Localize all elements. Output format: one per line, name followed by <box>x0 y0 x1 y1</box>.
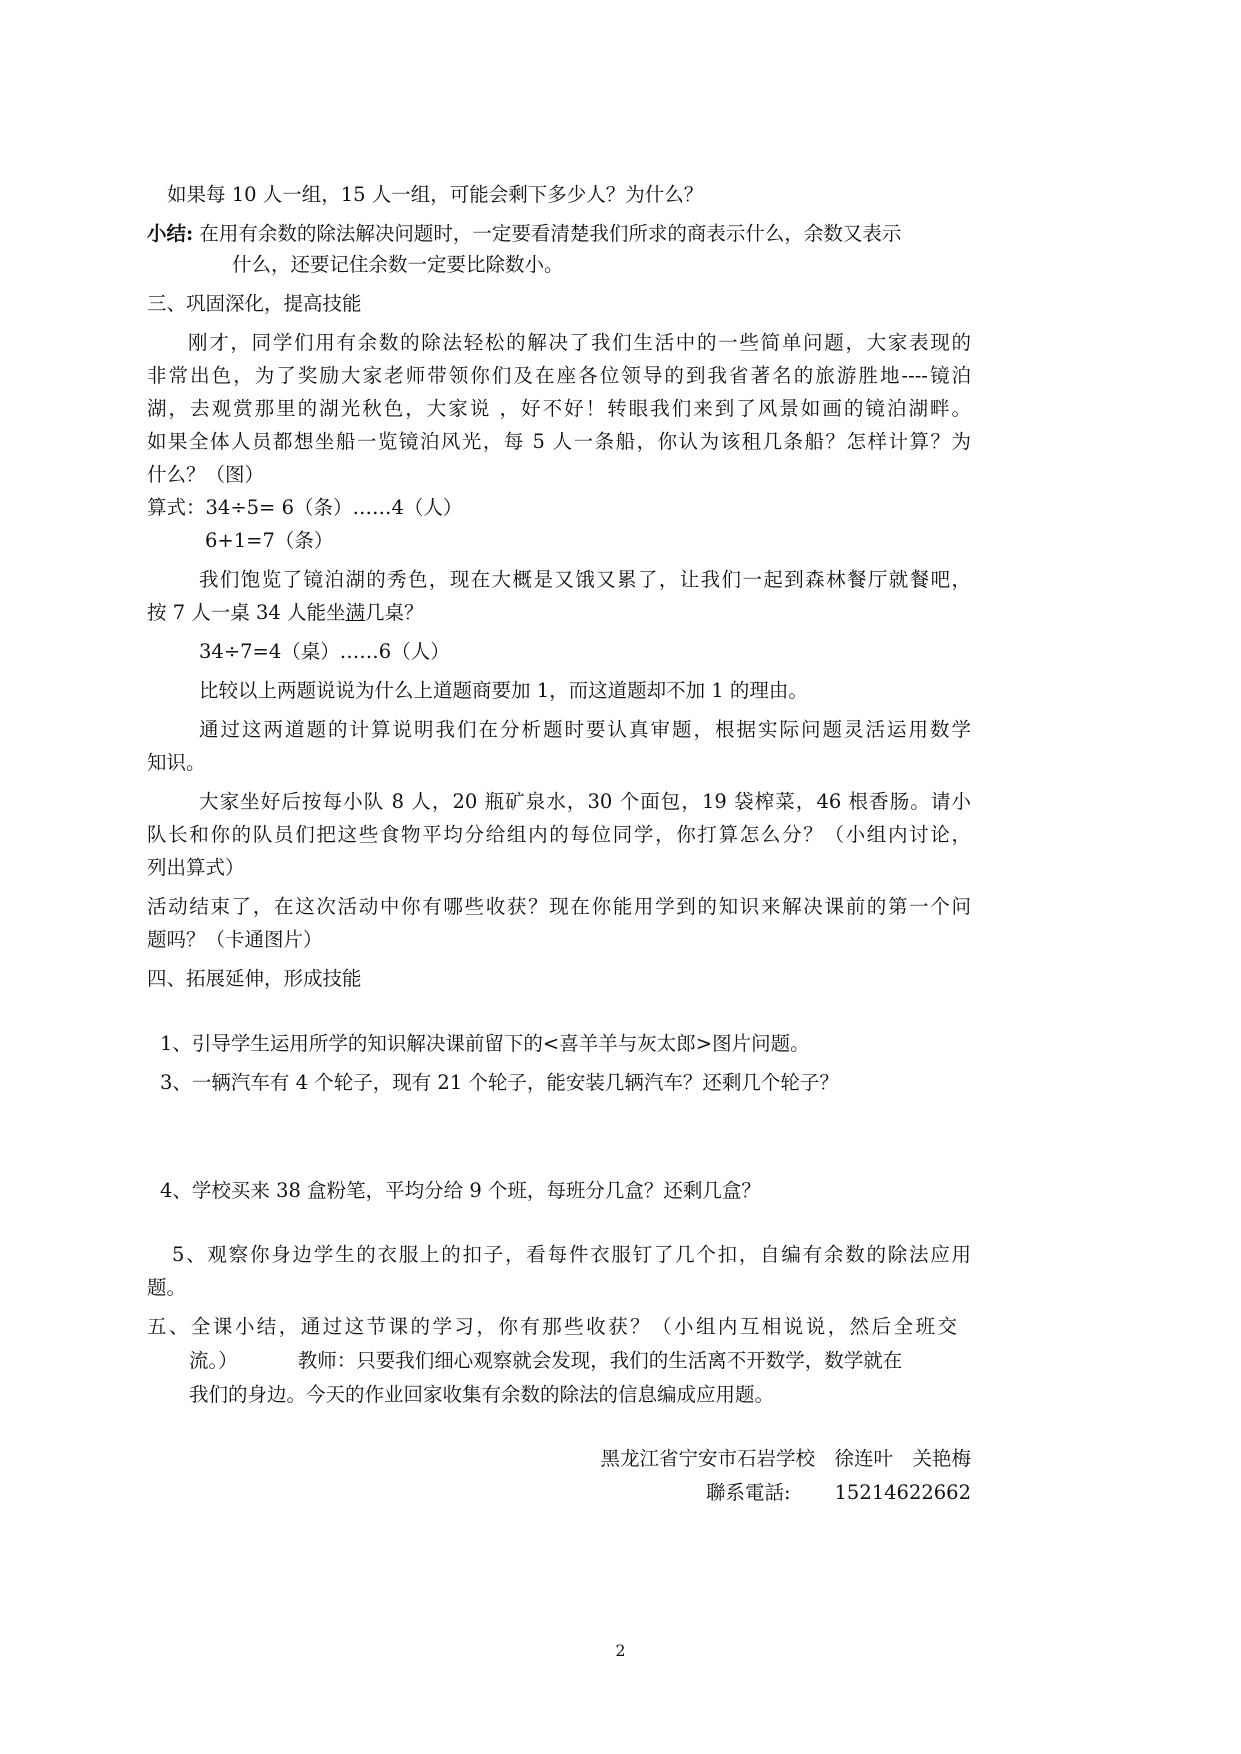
paragraph-line: 比较以上两题说说为什么上道题商要加 1，而这道题却不加 1 的理由。 <box>199 679 808 702</box>
exercise-item: 5、观察你身边学生的衣服上的扣子，看每件衣服钉了几个扣，自编有余数的除法应用 <box>172 1243 971 1266</box>
text-segment: 按 7 人一桌 34 人能坐 <box>147 601 346 624</box>
summary-continuation: 什么，还要记住余数一定要比除数小。 <box>232 253 564 276</box>
contact-line <box>560 1478 971 1508</box>
paragraph-line: 什么？（图） <box>147 463 265 486</box>
summary-line <box>147 219 971 249</box>
paragraph-line: 队长和你的队员们把这些食物平均分给组内的每位同学，你打算怎么分？（小组内讨论， <box>147 823 971 846</box>
paragraph-line: 我们的身边。今天的作业回家收集有余数的除法的信息编成应用题。 <box>189 1383 775 1406</box>
text-line: 如果每 10 人一组，15 人一组，可能会剩下多少人？为什么？ <box>167 183 704 206</box>
paragraph-line: 如果全体人员都想坐船一览镜泊风光，每 5 人一条船，你认为该租几条船？怎样计算？为 <box>147 430 971 453</box>
page-number: 2 <box>615 1641 626 1660</box>
section-heading-3: 三、巩固深化，提高技能 <box>147 292 362 315</box>
paragraph-line: 知识。 <box>147 751 206 774</box>
paragraph-line: 通过这两道题的计算说明我们在分析题时要认真审题，根据实际问题灵活运用数学 <box>199 718 971 741</box>
text-segment: 教师：只要我们细心观察就会发现，我们的生活离不开数学，数学就在 <box>297 1349 903 1372</box>
paragraph-line: 列出算式） <box>147 856 245 879</box>
exercise-item: 3、一辆汽车有 4 个轮子，现有 21 个轮子，能安装几辆汽车？还剩几个轮子？ <box>160 1071 839 1094</box>
paragraph-line <box>189 1346 971 1376</box>
paragraph-line: 湖，去观赏那里的湖光秋色，大家说 ，好不好！转眼我们来到了风景如画的镜泊湖畔。 <box>147 397 971 420</box>
exercise-item: 题。 <box>147 1276 187 1299</box>
section-heading-5: 五、全课小结，通过这节课的学习，你有那些收获？（小组内互相说说，然后全班交 <box>147 1315 957 1338</box>
text-segment: 流。） <box>189 1349 238 1372</box>
paragraph-line <box>147 598 424 628</box>
contact-phone: 15214622662 <box>834 1481 971 1504</box>
calculation-line: 6+1=7（条） <box>205 529 334 552</box>
paragraph-line: 活动结束了，在这次活动中你有哪些收获？现在你能用学到的知识来解决课前的第一个问 <box>147 895 971 918</box>
section-heading-4: 四、拓展延伸，形成技能 <box>147 967 362 990</box>
exercise-item: 1、引导学生运用所学的知识解决课前留下的<喜羊羊与灰太郎>图片问题。 <box>160 1032 810 1055</box>
calculation-line: 34÷7=4（桌）……6（人） <box>199 640 450 663</box>
contact-label: 聯系電話: <box>705 1481 791 1504</box>
paragraph-line: 大家坐好后按每小队 8 人，20 瓶矿泉水，30 个面包，19 袋榨菜，46 根香肠。请小 <box>199 790 971 813</box>
calculation-line: 算式：34÷5= 6（条）……4（人） <box>147 496 463 519</box>
underlined-word: 满 <box>345 601 366 624</box>
summary-label: 小结: <box>147 222 194 245</box>
summary-text: 在用有余数的除法解决问题时，一定要看清楚我们所求的商表示什么，余数又表示 <box>199 222 902 245</box>
paragraph-line: 非常出色，为了奖励大家老师带领你们及在座各位领导的到我省著名的旅游胜地----镜泊 <box>147 364 971 387</box>
text-segment: 几桌？ <box>365 601 424 624</box>
author-line: 黑龙江省宁安市石岩学校 徐连叶 关艳梅 <box>600 1447 971 1470</box>
paragraph-line: 刚才，同学们用有余数的除法轻松的解决了我们生活中的一些简单问题，大家表现的 <box>188 331 971 354</box>
paragraph-line: 我们饱览了镜泊湖的秀色，现在大概是又饿又累了，让我们一起到森林餐厅就餐吧， <box>199 568 971 591</box>
exercise-item: 4、学校买来 38 盒粉笔，平均分给 9 个班，每班分几盒？还剩几盒？ <box>160 1179 761 1202</box>
paragraph-line: 题吗？（卡通图片） <box>147 928 323 951</box>
